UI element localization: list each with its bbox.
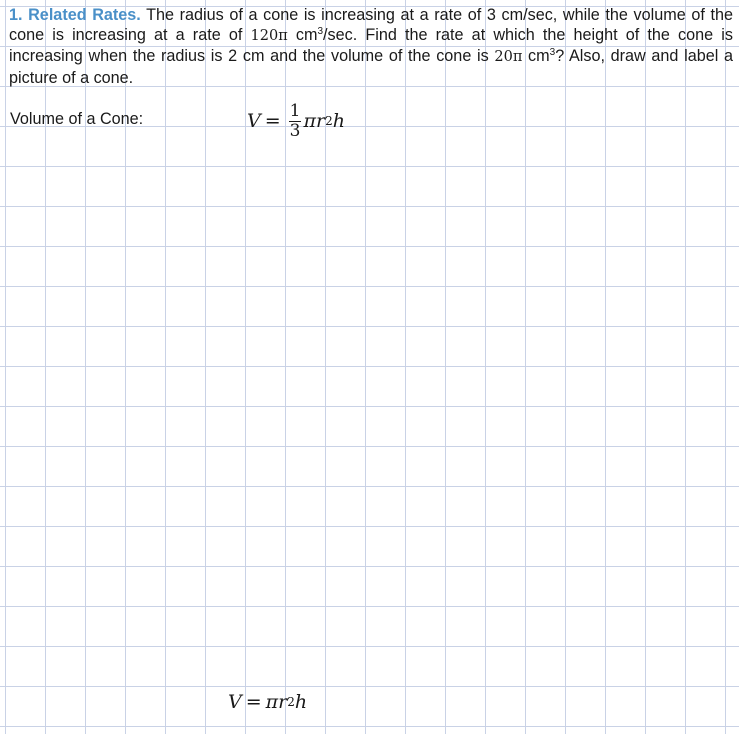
derived-pi-r: πr [265,691,288,713]
volume-value: 20π [494,49,523,66]
rate-value: 120π [250,28,288,45]
problem-text-part-3: ? Also, draw and label a picture of a cone. [9,47,733,87]
cone-volume-formula: V = $\frac{1}{3}$ πr 2 h [247,100,345,141]
rate-exponent: 3 [317,26,324,38]
formula-h: h [332,110,345,132]
derived-equals: = [245,691,262,713]
formula-fraction [289,102,302,141]
problem-statement [9,5,733,88]
formula-equals: = [264,110,281,132]
derived-h: h [294,691,308,713]
problem-text-part-2: /sec. Find the rate at which the height of the cone is increasing when the radius is 2 cm and the volume of the cone is [9,26,733,66]
handwritten-formula: V = πr 2 h [228,691,308,713]
problem-title: 1. Related Rates. [9,6,141,24]
volume-of-cone-label: Volume of a Cone: [10,110,144,128]
formula-lhs: V [247,110,261,132]
volume-exponent: 3 [549,47,556,59]
problem-text-part-1: The radius of a cone is increasing at a rate of 3 cm/sec, while the volume of the cone is increasing at a rate of [9,6,733,45]
volume-unit: cm [528,47,550,66]
fraction-denominator: 3 [289,120,301,141]
fraction-numerator: 1 [289,100,301,121]
formula-pi-r: πr [303,110,326,132]
rate-unit: cm [295,26,318,45]
derived-lhs: V [228,691,242,713]
